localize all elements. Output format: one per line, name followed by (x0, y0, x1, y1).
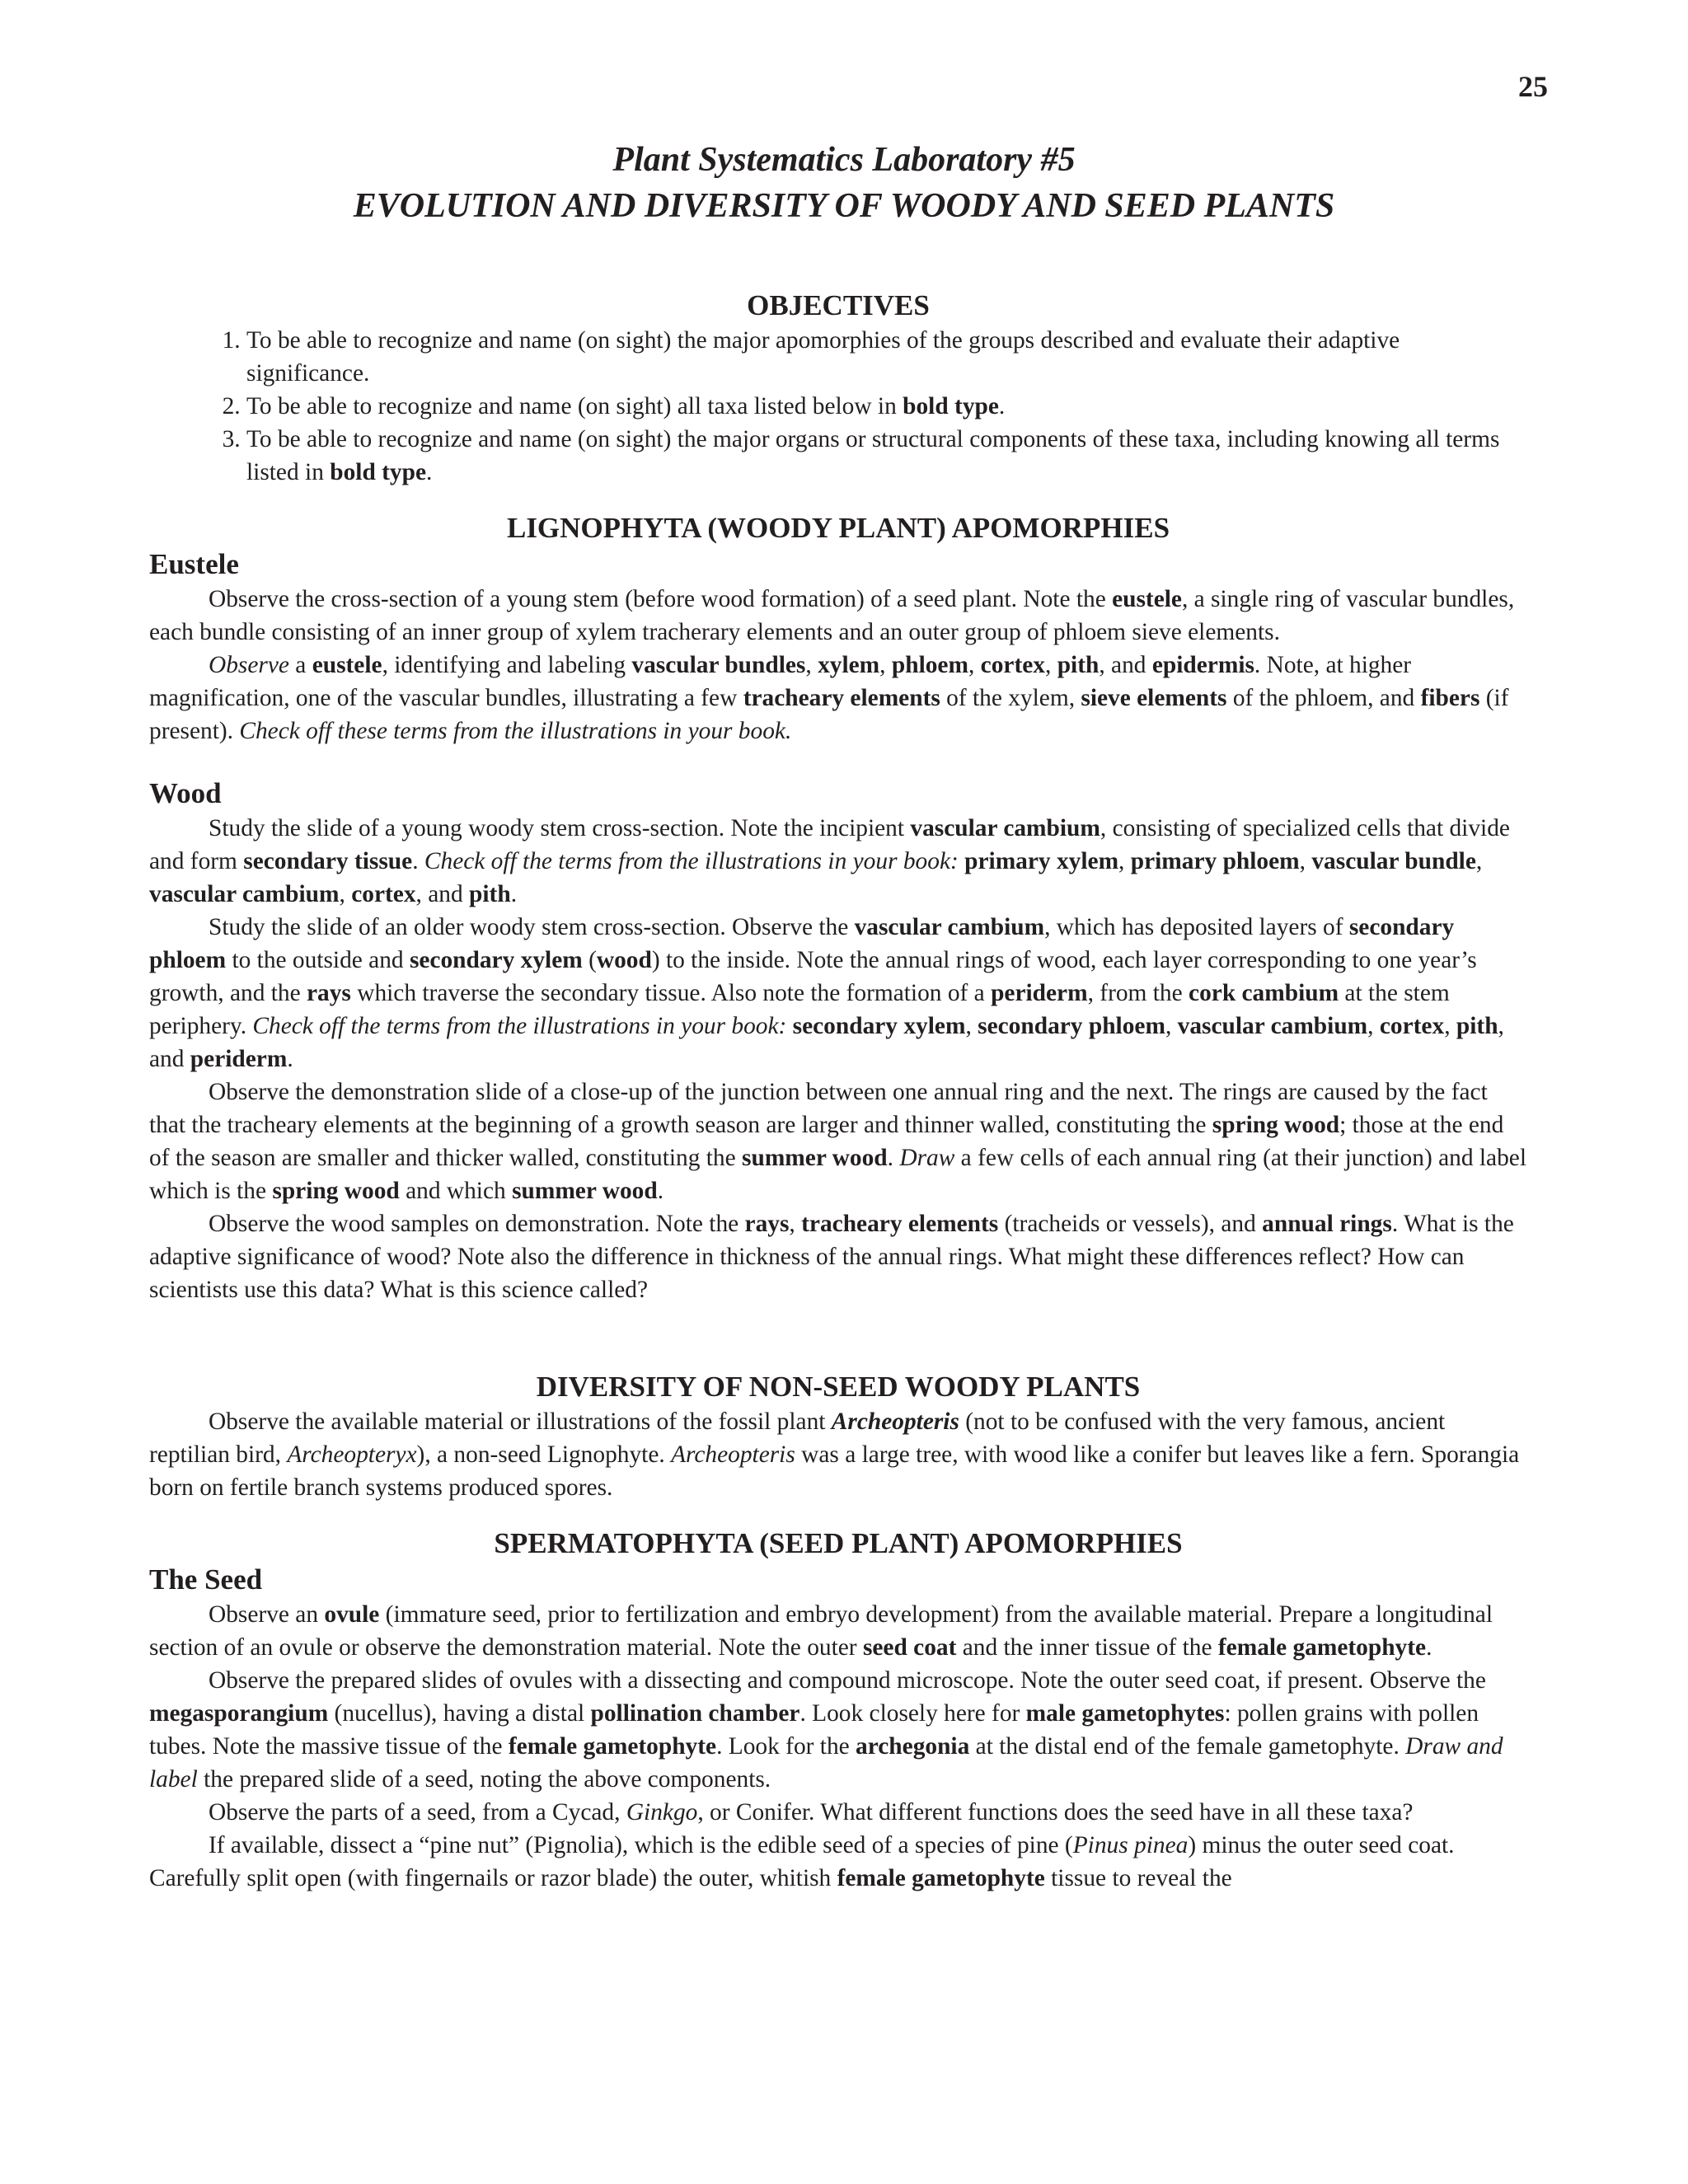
nonseed-heading: DIVERSITY OF NON-SEED WOODY PLANTS (536, 1371, 1141, 1403)
wood-paragraph-3: Observe the demonstration slide of a close-up of the junction between one annual ring and the next. The rings are caused by the fact that the tracheary elements at the beginning of a growth season are larger and thinner walled, constituting the spring wood; those at the end of the season are smaller and thicker walled, constituting the summer wood. Draw a few cells of each annual ring (at their junction) and label which is the spring wood and which summer wood. (149, 1079, 1526, 1204)
title-line-2: EVOLUTION AND DIVERSITY OF WOODY AND SEED PLANTS (353, 187, 1335, 225)
objectives-heading: OBJECTIVES (747, 289, 930, 321)
seed-paragraph-4: If available, dissect a “pine nut” (Pignolia), which is the edible seed of a species of pine (Pinus pinea) minus the outer seed coat. Carefully split open (with fingernails or razor blade) the outer, whitish female gametophyte tissue to reveal the (149, 1832, 1455, 1891)
main-content (149, 288, 1527, 1895)
nonseed-paragraph-1: Observe the available material or illustrations of the fossil plant Archeopteris (not to be confused with the very famous, ancient reptilian bird, Archeopteryx), a non-seed Lignophyte. Archeopteris was a large tree, with wood like a conifer but leaves like a fern. Sporangia born on fertile branch systems produced spores. (149, 1408, 1520, 1501)
objective-item: 3. To be able to recognize and name (on sight) the major organs or structural components of these taxa, including knowing all terms listed in bold type. (246, 423, 1527, 489)
title-line-1: Plant Systematics Laboratory #5 (612, 141, 1076, 179)
eustele-paragraph-1: Observe the cross-section of a young stem (before wood formation) of a seed plant. Note the eustele, a single ring of vascular bundles, each bundle consisting of an inner group of xylem tracherary elements and an outer group of phloem sieve elements. (149, 586, 1515, 645)
seed-paragraph-2: Observe the prepared slides of ovules with a dissecting and compound microscope. Note the outer seed coat, if present. Observe the megasporangium (nucellus), having a distal pollination chamber. Look closely here for male gametophytes: pollen grains with pollen tubes. Note the massive tissue of the female gametophyte. Look for the archegonia at the distal end of the female gametophyte. Draw and label the prepared slide of a seed, noting the above components. (149, 1667, 1503, 1793)
document-title (0, 137, 1688, 229)
eustele-heading: Eustele (149, 548, 239, 580)
seed-heading: The Seed (149, 1563, 263, 1596)
objective-item: 1. To be able to recognize and name (on sight) the major apomorphies of the groups described and evaluate their adaptive significance. (246, 324, 1527, 390)
objective-item: 2. To be able to recognize and name (on sight) all taxa listed below in bold type. (246, 390, 1527, 423)
page-number: 25 (1518, 70, 1548, 103)
seed-paragraph-3: Observe the parts of a seed, from a Cycad, Ginkgo, or Conifer. What different functions does the seed have in all these taxa? (209, 1799, 1414, 1825)
lignophyta-heading: LIGNOPHYTA (WOODY PLANT) APOMORPHIES (506, 512, 1170, 544)
wood-paragraph-4: Observe the wood samples on demonstration. Note the rays, tracheary elements (tracheids or vessels), and annual rings. What is the adaptive significance of wood? Note also the difference in thickness of the annual rings. What might these differences reflect? How can scientists use this data? What is this science called? (149, 1211, 1514, 1303)
wood-heading: Wood (149, 777, 222, 809)
wood-paragraph-1: Study the slide of a young woody stem cross-section. Note the incipient vascular cambium, consisting of specialized cells that divide and form secondary tissue. Check off the terms from the illustrations in your book: primary xylem, primary phloem, vascular bundle, vascular cambium, cortex, and pith. (149, 815, 1510, 907)
objectives-list (149, 324, 1527, 489)
eustele-paragraph-2: Observe a eustele, identifying and labeling vascular bundles, xylem, phloem, cortex, pith, and epidermis. Note, at higher magnification, one of the vascular bundles, illustrating a few tracheary elements of the xylem, sieve elements of the phloem, and fibers (if present). Check off these terms from the illustrations in your book. (149, 652, 1509, 744)
seed-paragraph-1: Observe an ovule (immature seed, prior to fertilization and embryo development) from the available material. Prepare a longitudinal section of an ovule or observe the demonstration material. Note the outer seed coat and the inner tissue of the female gametophyte. (149, 1601, 1493, 1661)
spermatophyta-heading: SPERMATOPHYTA (SEED PLANT) APOMORPHIES (494, 1527, 1183, 1559)
wood-paragraph-2: Study the slide of an older woody stem cross-section. Observe the vascular cambium, which has deposited layers of secondary phloem to the outside and secondary xylem (wood) to the inside. Note the annual rings of wood, each layer corresponding to one year’s growth, and the rays which traverse the secondary tissue. Also note the formation of a periderm, from the cork cambium at the stem periphery. Check off the terms from the illustrations in your book: secondary xylem, secondary phloem, vascular cambium, cortex, pith, and periderm. (149, 914, 1504, 1072)
